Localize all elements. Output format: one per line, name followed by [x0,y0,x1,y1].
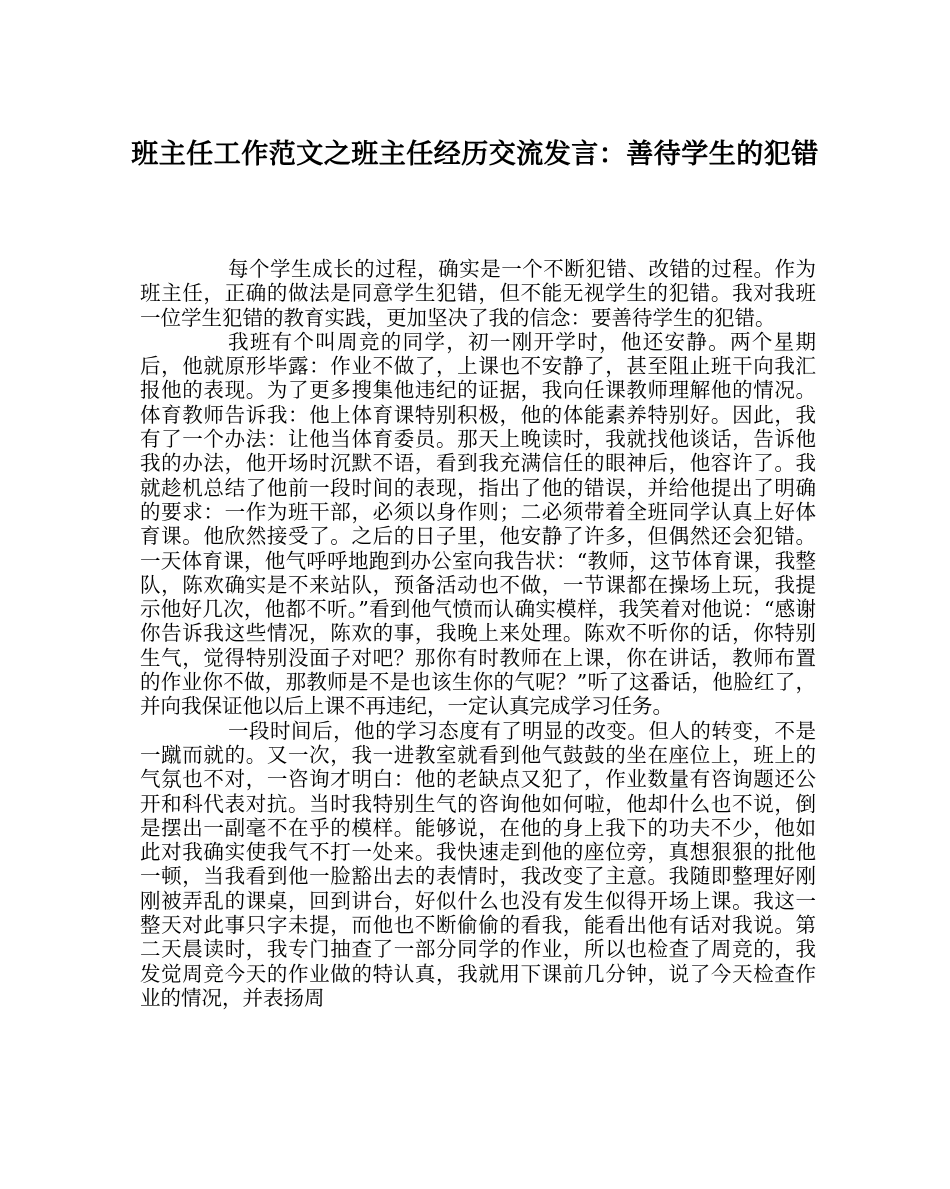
document-title: 班主任工作范文之班主任经历交流发言：善待学生的犯错 [131,139,819,170]
paragraph-2: 我班有个叫周竞的同学，初一刚开学时，他还安静。两个星期后，他就原形毕露：作业不做了，上课也不安静了，甚至阻止班干向我汇报他的表现。为了更多搜集他违纪的证据，我向任课教师理解他的情况。体育教师告诉我：他上体育课特别积极，他的体能素养特别好。因此，我有了一个办法：让他当体育委员。那天上晚读时，我就找他谈话，告诉他我的办法，他开场时沉默不语，看到我充满信任的眼神后，他容许了。我就趁机总结了他前一段时间的表现，指出了他的错误，并给他提出了明确的要求：一作为班干部，必须以身作则；二必须带着全班同学认真上好体育课。他欣然接受了。之后的日子里，他安静了许多，但偶然还会犯错。一天体育课，他气呼呼地跑到办公室向我告状：“教师，这节体育课，我整队，陈欢确实是不来站队，预备活动也不做，一节课都在操场上玩，我提示他好几次，他都不听。”看到他气愤而认确实模样，我笑着对他说：“感谢你告诉我这些情况，陈欢的事，我晚上来处理。陈欢不听你的话，你特别生气，觉得特别没面子对吧？那你有时教师在上课，你在讲话，教师布置的作业你不做，那教师是不是也该生你的气呢？”听了这番话，他脸红了，并向我保证他以后上课不再违纪，一定认真完成学习任务。 [140,329,816,719]
paragraph-3: 一段时间后，他的学习态度有了明显的改变。但人的转变，不是一蹴而就的。又一次，我一进教室就看到他气鼓鼓的坐在座位上，班上的气氛也不对，一咨询才明白：他的老缺点又犯了，作业数量有咨询题还公开和科代表对抗。当时我特别生气的咨询他如何啦，他却什么也不说，倒是摆出一副毫不在乎的模样。能够说，在他的身上我下的功夫不少，他如此对我确实使我气不打一处来。我快速走到他的座位旁，真想狠狠的批他一顿，当我看到他一脸豁出去的表情时，我改变了主意。我随即整理好刚刚被弄乱的课桌，回到讲台，好似什么也没有发生似得开场上课。我这一整天对此事只字未提，而他也不断偷偷的看我，能看出他有话对我说。第二天晨读时，我专门抽查了一部分同学的作业，所以也检查了周竞的，我发觉周竞今天的作业做的特认真，我就用下课前几分钟，说了今天检查作业的情况，并表扬周 [140,718,816,1010]
paragraph-1: 每个学生成长的过程，确实是一个不断犯错、改错的过程。作为班主任，正确的做法是同意学生犯错，但不能无视学生的犯错。我对我班一位学生犯错的教育实践，更加坚决了我的信念：要善待学生的犯错。 [140,257,816,330]
document-body [140,257,816,1010]
